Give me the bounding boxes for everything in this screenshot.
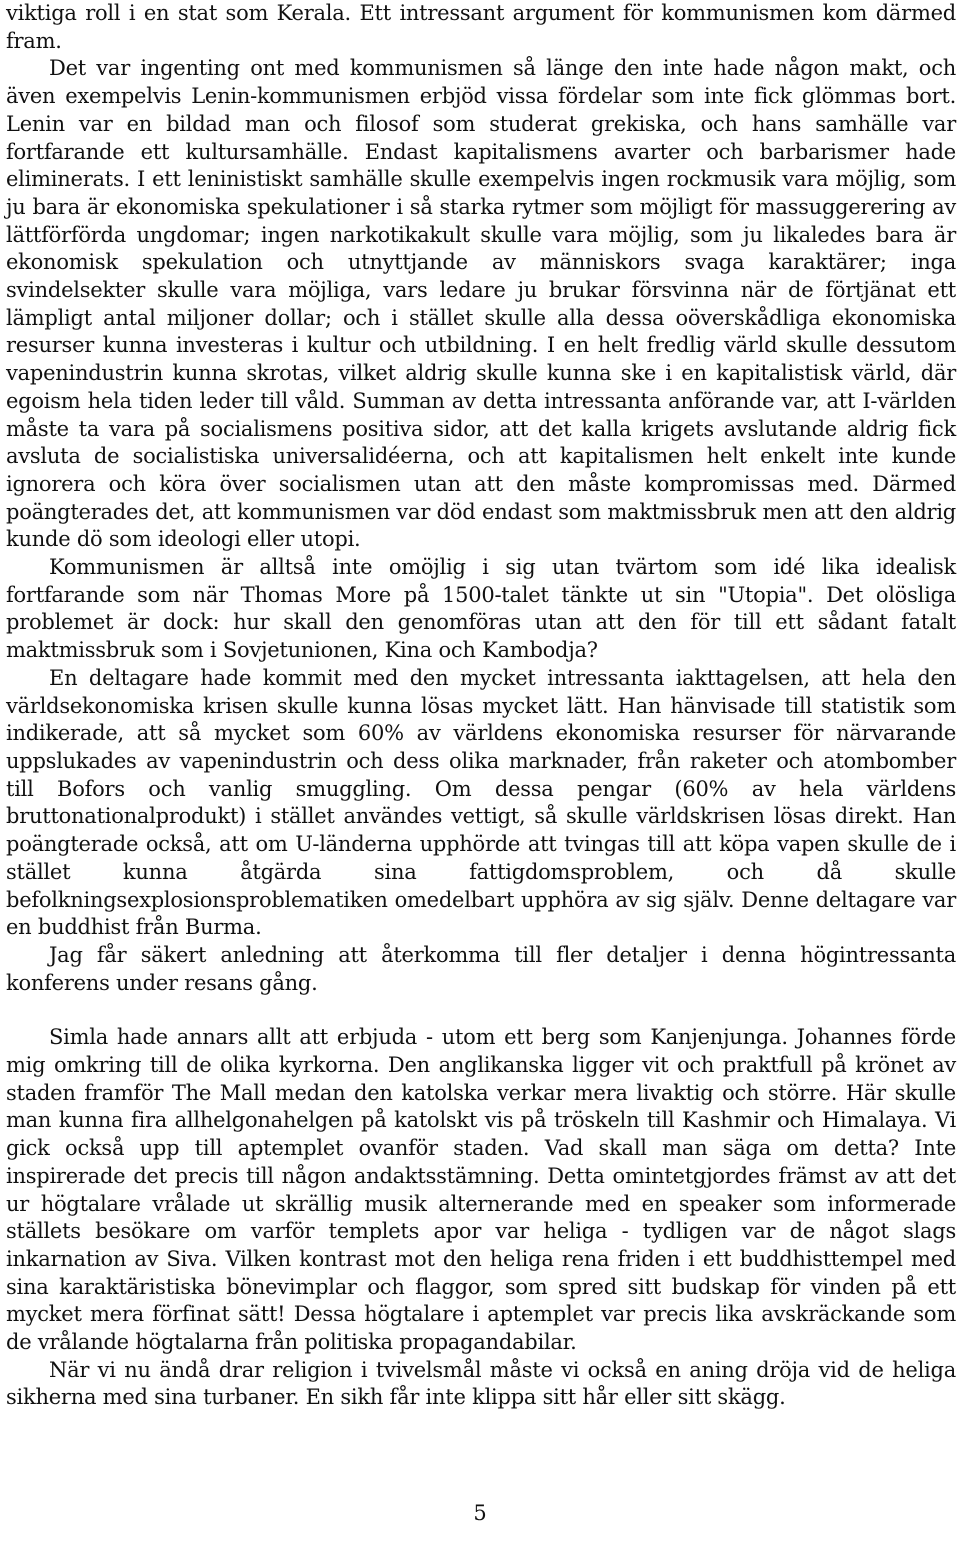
paragraph-1: viktiga roll i en stat som Kerala. Ett intressant argument för kommunismen kom därmed fram. — [6, 1, 956, 53]
paragraph-3: Kommunismen är alltså inte omöjlig i sig utan tvärtom som idé lika idealisk fortfarande som när Thomas More på 1500-talet tänkte ut sin "Utopia". Det olösliga problemet är dock: hur skall den genomföras utan att den för till ett sådant fatalt maktmissbruk som i Sovjetunionen, Kina och Kambodja? — [6, 555, 956, 663]
paragraph-6: Simla hade annars allt att erbjuda - utom ett berg som Kanjenjunga. Johannes förde mig omkring till de olika kyrkorna. Den anglikanska ligger vit och praktfull på krönet av staden framför The Mall medan den katolska verkar mera livaktig och större. Här skulle man kunna fira allhelgonahelgen på katolskt vis på tröskeln till Kashmir och Himalaya. Vi gick också upp till aptemplet ovanför staden. Vad skall man säga om detta? Inte inspirerade det precis till någon andaktsstämning. Detta omintetgjordes främst av att det ur högtalare vrålade ut skrällig musik alternerande med en speaker som informerade ställets besökare om varför templets apor var heliga - tydligen var de något slags inkarnation av Siva. Vilken kontrast mot den heliga rena friden i ett buddhisttempel med sina karaktäristiska bönevimplar och flaggor, som spred sitt budskap för vinden på ett mycket mera förfinat sätt! Dessa högtalare i aptemplet var precis lika avskräckande som de vrålande högtalarna från politiska propagandabilar. — [6, 1025, 956, 1355]
document-page — [6, 0, 956, 1412]
page-number: 5 — [473, 1501, 487, 1525]
paragraph-2: Det var ingenting ont med kommunismen så länge den inte hade någon makt, och även exempelvis Lenin-kommunismen erbjöd vissa fördelar som inte fick glömmas bort. Lenin var en bildad man och filosof som studerat grekiska, och hans samhälle var fortfarande ett kultursamhälle. Endast kapitalismens avarter och barbarismer hade eliminerats. I ett leninistiskt samhälle skulle exempelvis ingen rockmusik vara möjlig, som ju bara är ekonomiska spekulationer i så starka rytmer som möjligt för massuggerering av lättförförda ungdomar; ingen narkotikakult skulle vara möjlig, som ju likaledes bara är ekonomisk spekulation och utnyttjande av människors svaga karaktärer; inga svindelsekter skulle vara möjliga, vars ledare ju brukar försvinna när de förtjänat ett lämpligt antal miljoner dollar; och i stället skulle alla dessa oöverskådliga ekonomiska resurser kunna investeras i kultur och utbildning. I en helt fredlig värld skulle dessutom vapenindustrin kunna skrotas, vilket aldrig skulle kunna ske i en kapitalistisk värld, där egoism hela tiden leder till våld. Summan av detta intressanta anförande var, att I-världen måste ta vara på socialismens positiva sidor, att det kalla krigets avslutande aldrig fick avsluta de socialistiska universalidéerna, och att kapitalismen helt enkelt inte kunde ignorera och köra över socialismen utan att den måste kompromissas med. Därmed poängterades det, att kommunismen var död endast som maktmissbruk men att den aldrig kunde dö som ideologi eller utopi. — [6, 56, 956, 552]
paragraph-5: Jag får säkert anledning att återkomma till fler detaljer i denna högintressanta konferens under resans gång. — [6, 942, 956, 995]
paragraph-4: En deltagare hade kommit med den mycket intressanta iakttagelsen, att hela den världsekonomiska krisen skulle kunna lösas mycket lätt. Han hänvisade till statistik som indikerade, att så mycket som 60% av världens ekonomiska resurser för närvarande uppslukades av vapenindustrin och dess olika marknader, från raketer och atombomber till Bofors och vanlig smuggling. Om dessa pengar (60% av hela världens bruttonationalprodukt) i stället användes vettigt, så skulle världskrisen lösas direkt. Han poängterade också, att om U-länderna upphörde att tvingas till att köpa vapen skulle de i stället kunna åtgärda sina fattigdomsproblem, och då skulle befolkningsexplosionsproblematiken omedelbart upphöra av sig själv. Denne deltagare var en buddhist från Burma. — [6, 665, 956, 940]
paragraph-7: När vi nu ändå drar religion i tvivelsmål måste vi också en aning dröja vid de heliga sikherna med sina turbaner. En sikh får inte klippa sitt hår eller sitt skägg. — [6, 1357, 956, 1410]
